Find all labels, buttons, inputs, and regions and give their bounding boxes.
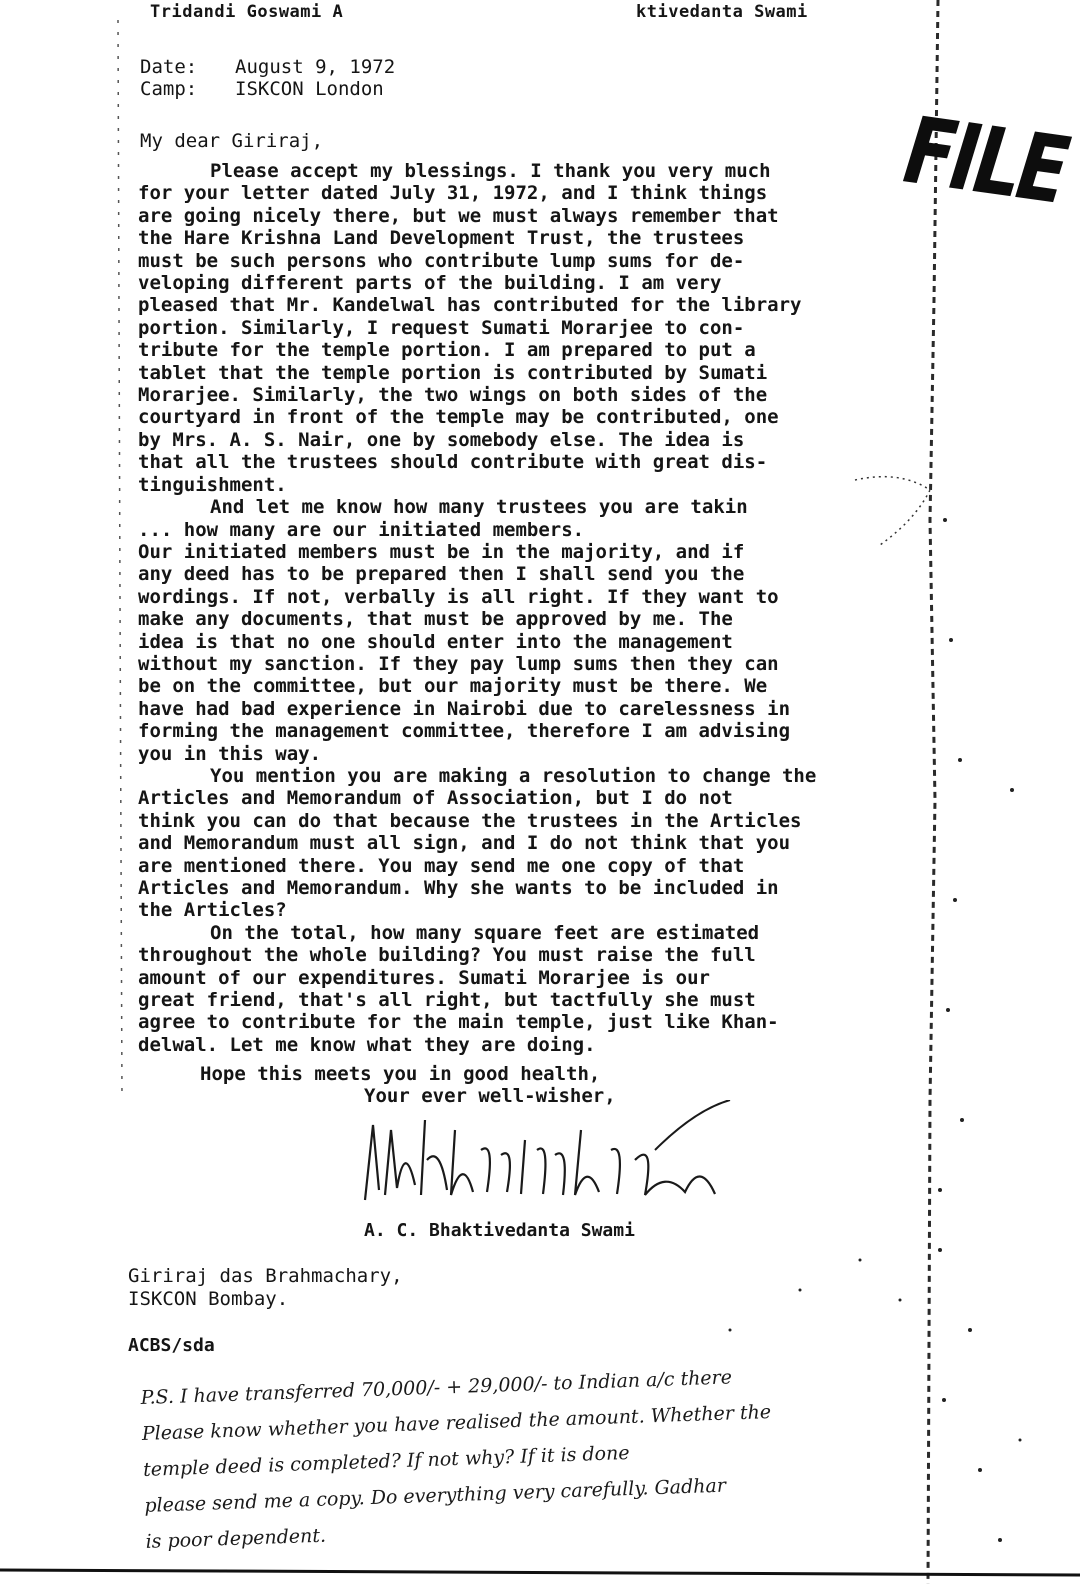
- date-value: August 9, 1972: [235, 56, 396, 78]
- date-label: Date:: [140, 56, 198, 78]
- letterhead-right: ktivedanta Swami: [636, 2, 808, 22]
- handwritten-line: is poor dependent.: [145, 1524, 327, 1553]
- handwritten-line: P.S. I have transferred 70,000/- + 29,000/- to Indian a/c there: [140, 1366, 733, 1409]
- recipient-place: ISKCON Bombay.: [128, 1288, 289, 1310]
- reference-initials: ACBS/sda: [128, 1335, 215, 1356]
- paragraph: And let me know how many trustees you are takin ... how many are our initiated members. Our initiated members must be in the majority, and if any deed has to be prepared then I shall send you the wordings. If not, verbally is all right. If they want to make any documents, that must be approved by me. The idea is that no one should enter into the management without my sanction. If they pay lump sums then they can be on the committee, but our majority must be there. We have had bad experience in Nairobi due to carelessness in forming the management committee, therefore I am advising you in this way.: [138, 496, 791, 765]
- handwritten-line: temple deed is completed? If not why? If it is done: [142, 1441, 630, 1481]
- handwritten-line: please send me a copy. Do everything very carefully. Gadhar: [144, 1474, 727, 1517]
- camp-label: Camp:: [140, 78, 198, 100]
- letter-meta: [140, 56, 395, 100]
- closing-wish: Your ever well-wisher,: [364, 1085, 616, 1107]
- handwritten-signature: [355, 1100, 755, 1215]
- recipient-block: [128, 1265, 403, 1311]
- handwritten-postscript: [140, 1354, 886, 1560]
- letterhead-right-wrap: [636, 2, 808, 22]
- salutation: My dear Giriraj,: [140, 130, 324, 152]
- letterhead: [150, 2, 343, 22]
- letter-body: [138, 160, 938, 1056]
- letterhead-left: Tridandi Goswami A: [150, 2, 344, 22]
- closing-line: Hope this meets you in good health,: [200, 1063, 601, 1085]
- typed-signature-name: A. C. Bhaktivedanta Swami: [364, 1220, 635, 1241]
- paragraph: On the total, how many square feet are estimated throughout the whole building? You must raise the full amount of our expenditures. Sumati Morarjee is our great friend, that's all right, but tactfully she must agree to contribute for the main temple, just like Khan- delwal. Let me know what they are doing.: [138, 921, 779, 1056]
- paragraph: You mention you are making a resolution to change the Articles and Memorandum of Association, but I do not think you can do that because the trustees in the Articles and Memorandum must all sign, and I do not think that you are mentioned there. You may send me one copy of that Articles and Memorandum. Why she wants to be included in the Articles?: [138, 764, 817, 922]
- camp-value: ISKCON London: [235, 78, 384, 100]
- file-stamp: FILE: [898, 96, 1072, 226]
- recipient-name: Giriraj das Brahmachary,: [128, 1265, 403, 1287]
- paragraph: Please accept my blessings. I thank you very much for your letter dated July 31, 1972, and I think things are going nicely there, but we must always remember that the Hare Krishna Land Development Trust, the trustees must be such persons who contribute lump sums for de- veloping different parts of the building. I am very pleased that Mr. Kandelwal has contributed for the library portion. Similarly, I request Sumati Morarjee to con- tribute for the temple portion. I am prepared to put a tablet that the temple portion is contributed by Sumati Morarjee. Similarly, the two wings on both sides of the courtyard in front of the temple may be contributed, one by Mrs. A. S. Nair, one by somebody else. The idea is that all the trustees should contribute with great dis- tinguishment.: [138, 160, 802, 496]
- handwritten-line: Please know whether you have realised the amount. Whether the: [141, 1401, 772, 1445]
